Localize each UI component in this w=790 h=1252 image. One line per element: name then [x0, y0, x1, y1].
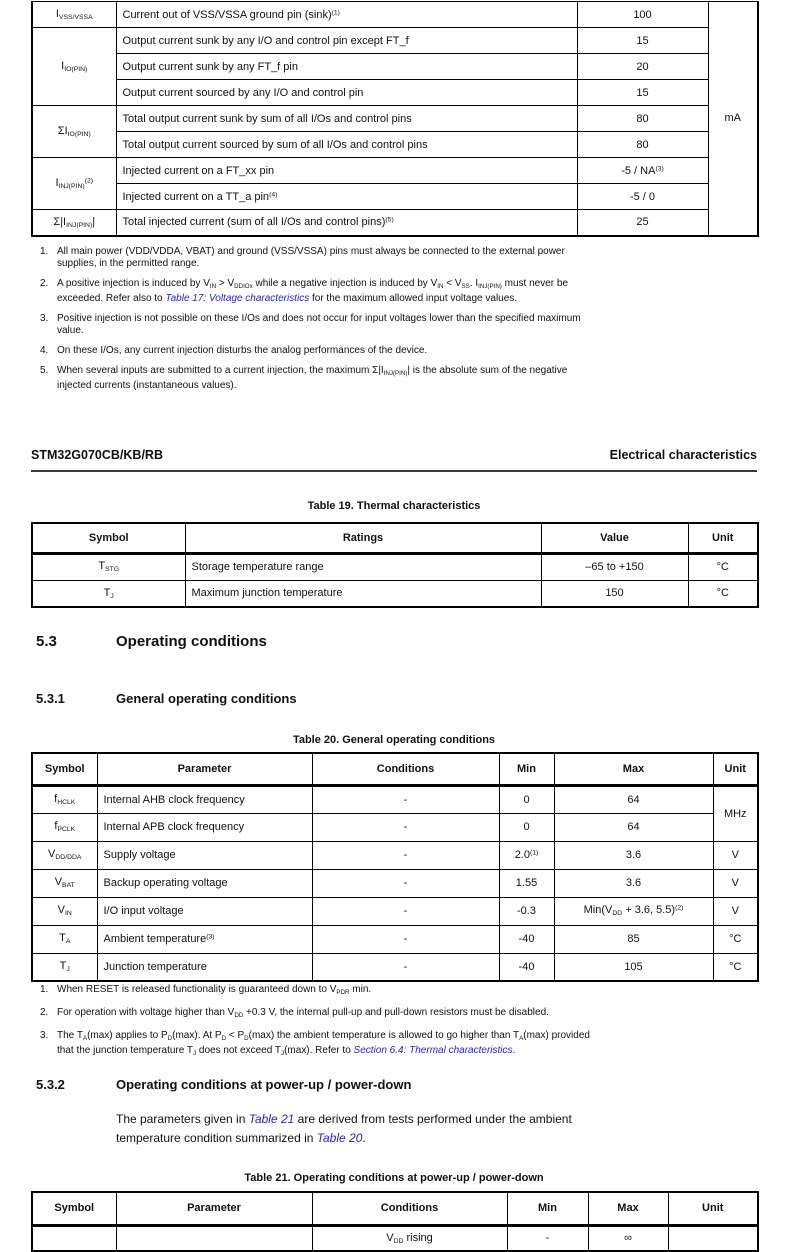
table-cell: $Min(V_{DD} + 3.6$, 5.5)$^{(2)}$	[554, 897, 713, 925]
general-operating-conditions-table	[31, 752, 759, 982]
table-cell: $f_{HCLK}$	[32, 785, 97, 813]
table-cell: $V_{DD}$ rising	[312, 1225, 507, 1251]
table-row	[32, 210, 758, 236]
table-cell: –65 to +150	[541, 553, 688, 580]
table-cell: 25	[577, 210, 708, 236]
section-title: Operating conditions	[116, 633, 267, 650]
subscript: D	[244, 1034, 249, 1042]
table-row	[32, 869, 758, 897]
footnote	[40, 984, 757, 999]
footnote-number: 1.	[40, 984, 49, 995]
table-cell: $I_{IO(PIN)}$	[32, 28, 116, 106]
table-header-row	[32, 753, 758, 785]
current-characteristics-table	[31, 1, 759, 237]
footnote	[40, 278, 757, 305]
footnote-text: Positive injection is not possible on these I/Os and does not occur for input voltages lower than the specified maximum value.	[57, 312, 581, 336]
table-cell: $f_{PCLK}$	[32, 813, 97, 841]
table-cell: Injected current on a TT_a pin$^{(4)}$	[116, 184, 577, 210]
section-number: 5.3.2	[36, 1077, 65, 1092]
table-cell: Maximum junction temperature	[185, 580, 541, 607]
column-header: Symbol	[32, 1192, 116, 1225]
subscript: J	[280, 1049, 285, 1057]
cross-reference-link[interactable]: Table 20	[316, 1131, 363, 1145]
footnote-number: 1.	[40, 246, 49, 257]
table-cell: -40	[499, 953, 554, 981]
table-header-row	[32, 1192, 758, 1225]
table-21-title: Table 21. Operating conditions at power-up / power-down	[244, 1172, 544, 1184]
table-cell: Backup operating voltage	[97, 869, 312, 897]
table-cell: -	[312, 841, 499, 869]
table-cell: -	[312, 813, 499, 841]
footnote-text: When several inputs are submitted to a current injection, the maximum $\Sigma|I_{INJ(PIN)}|$ is the absolute sum of the negative injected currents (instantaneous values).	[57, 364, 568, 391]
table-row	[32, 106, 758, 132]
section-number: 5.3	[36, 633, 57, 650]
table-cell: °C	[688, 553, 758, 580]
table-cell: 85	[554, 925, 713, 953]
section-heading-5-3	[31, 633, 757, 650]
table-row	[32, 953, 758, 981]
current-characteristics-table-wrap	[31, 1, 757, 237]
table-cell: $V_{DD/DDA}$	[32, 841, 97, 869]
subscript: PCLK	[57, 826, 76, 834]
table-cell	[668, 1225, 758, 1251]
footnote-number: 2.	[40, 1006, 49, 1018]
subscript: DD	[393, 1237, 404, 1245]
table-cell: Storage temperature range	[185, 553, 541, 580]
footnote-number: 4.	[40, 344, 49, 356]
subscript: HCLK	[57, 799, 76, 807]
subscript: DD/DDA	[55, 854, 82, 862]
cross-reference-link[interactable]: Section 6.4: Thermal characteristics	[353, 1044, 513, 1056]
table-cell: 0	[499, 785, 554, 813]
table-header-row	[32, 523, 758, 553]
footnote-number: 5.	[40, 364, 49, 376]
column-header: Unit	[713, 753, 758, 785]
subscript: INJ(PIN)	[58, 183, 85, 191]
table-cell: Output current sunk by any I/O and control pin except FT_f	[116, 28, 577, 54]
footnote-text: For operation with voltage higher than $V_{DD} +0.3$ V, the internal pull-up and pull-down resistors must be disabled.	[57, 1006, 549, 1019]
table-row	[32, 813, 758, 841]
table-cell: $I_{VSS/VSSA}$	[32, 2, 116, 28]
table-cell: $V_{BAT}$	[32, 869, 97, 897]
table-row	[32, 158, 758, 184]
table-row	[32, 2, 758, 28]
subscript: A	[519, 1034, 524, 1042]
table-cell	[116, 1225, 312, 1251]
subscript: IO(PIN)	[67, 131, 91, 139]
footnote	[40, 365, 757, 392]
table-19-title: Table 19. Thermal characteristics	[307, 500, 481, 512]
footnote-number: 2.	[40, 278, 49, 289]
table-20-title: Table 20. General operating conditions	[292, 734, 496, 746]
subscript: DD	[234, 1011, 244, 1019]
table-cell: 20	[577, 54, 708, 80]
table-cell: Supply voltage	[97, 841, 312, 869]
general-operating-table-wrap	[31, 752, 757, 982]
column-header: Parameter	[116, 1192, 312, 1225]
table-row	[32, 184, 758, 210]
footnote	[40, 246, 757, 270]
column-header: Max	[588, 1192, 668, 1225]
table-cell: -	[312, 869, 499, 897]
footnote-text: A positive injection is induced by $V_{IN} > V_{DDIOx}$ while a negative injection is induced by $V_{IN} < V_{SS}$. $I_{INJ(PIN)}$ must never be exceeded. Refer also to Table 17: Voltage characteristics for the maximum allowed input voltage values.	[57, 278, 569, 304]
column-header: Unit	[688, 523, 758, 553]
table-cell: $T_{STG}$	[32, 553, 185, 580]
table-cell: 15	[577, 80, 708, 106]
table-cell: mA	[708, 2, 758, 236]
footnote-text: All main power (VDD/VDDA, VBAT) and ground (VSS/VSSA) pins must always be connected to the external power supplies, in the permitted range.	[57, 246, 565, 269]
column-header: Unit	[668, 1192, 758, 1225]
column-header: Max	[554, 753, 713, 785]
table-row	[32, 841, 758, 869]
superscript: (2)	[675, 904, 684, 912]
table-cell: 150	[541, 580, 688, 607]
table-cell: -0.3	[499, 897, 554, 925]
table-cell: 0	[499, 813, 554, 841]
table-row	[32, 1225, 758, 1251]
table-cell: I/O input voltage	[97, 897, 312, 925]
subscript: INJ(PIN)	[383, 369, 408, 377]
superscript: (1)	[529, 849, 539, 857]
footnote-text: The $T_A(\max)$ applies to $P_D(\max)$. At $P_D < P_D(\max)$ the ambient temperature is allowed to go higher than $T_A(\max)$ provided that the junction temperature $T_J$ does not exceed $T_J(\max)$. Refer to Section 6.4: Thermal characteristics.	[57, 1029, 590, 1057]
subscript: J	[110, 592, 114, 600]
column-header: Ratings	[185, 523, 541, 553]
table-cell: V	[713, 897, 758, 925]
table-cell: V	[713, 841, 758, 869]
table-cell: ∞	[588, 1225, 668, 1251]
table-cell: 64	[554, 813, 713, 841]
table-cell: Total output current sunk by sum of all I/Os and control pins	[116, 106, 577, 132]
superscript: (2)	[84, 177, 93, 185]
table-cell: °C	[713, 953, 758, 981]
document-title: STM32G070CB/KB/RB	[31, 448, 163, 462]
table-cell: 3.6	[554, 841, 713, 869]
subscript: STG	[105, 566, 120, 574]
superscript: (3)	[206, 933, 215, 941]
thermal-characteristics-table	[31, 522, 759, 608]
table-cell: °C	[688, 580, 758, 607]
table-row	[32, 132, 758, 158]
column-header: Value	[541, 523, 688, 553]
subscript: J	[66, 966, 70, 974]
general-table-footnotes	[31, 984, 757, 1067]
table-cell: 2.0$^{(1)}$	[499, 841, 554, 869]
section-title: General operating conditions	[116, 691, 297, 706]
table-cell: Output current sunk by any FT_f pin	[116, 54, 577, 80]
table-row	[32, 897, 758, 925]
subscript: BAT	[62, 882, 75, 890]
subscript: DD	[612, 910, 623, 918]
powerup-table-wrap	[31, 1191, 757, 1252]
table-cell: 3.6	[554, 869, 713, 897]
body-paragraph: The parameters given in Table 21 are derived from tests performed under the ambient temperature condition summarized in Table 20.	[116, 1112, 572, 1145]
table-cell: 80	[577, 132, 708, 158]
subscript: IN	[65, 910, 72, 918]
table-cell: Injected current on a FT_xx pin	[116, 158, 577, 184]
subscript: PDR	[336, 988, 350, 996]
subscript: IN	[209, 282, 217, 290]
table-cell: 64	[554, 785, 713, 813]
table-cell: -	[507, 1225, 588, 1251]
section-heading-5-3-1	[31, 691, 757, 706]
table-cell: 105	[554, 953, 713, 981]
table-cell: -40	[499, 925, 554, 953]
column-header: Symbol	[32, 753, 97, 785]
superscript: (5)	[385, 216, 394, 224]
footnote-number: 3.	[40, 1029, 49, 1041]
column-header: Symbol	[32, 523, 185, 553]
table-cell: Internal AHB clock frequency	[97, 785, 312, 813]
subscript: DDIOx	[234, 282, 253, 290]
footnote	[40, 1030, 757, 1060]
table-row	[32, 80, 758, 106]
table-row	[32, 54, 758, 80]
table-cell: Total output current sourced by sum of all I/Os and control pins	[116, 132, 577, 158]
superscript: (4)	[269, 190, 278, 198]
subscript: D	[167, 1034, 173, 1042]
table-cell: Output current sourced by any I/O and control pin	[116, 80, 577, 106]
table-cell: Current out of VSS/VSSA ground pin $(\sin k)^{(1)}$	[116, 2, 577, 28]
table-cell: V	[713, 869, 758, 897]
footnote-text: When RESET is released functionality is guaranteed down to $V_{PDR}$ min.	[57, 984, 372, 996]
table-row	[32, 580, 758, 607]
table-row	[32, 925, 758, 953]
table-cell: Ambient temperature$^{(3)}$	[97, 925, 312, 953]
section-number: 5.3.1	[36, 691, 65, 706]
table-cell: -	[312, 925, 499, 953]
table-cell: °C	[713, 925, 758, 953]
subscript: A	[65, 938, 71, 946]
table-cell	[32, 1225, 116, 1251]
table-cell: 1.55	[499, 869, 554, 897]
subscript: A	[82, 1034, 88, 1042]
table-row	[32, 785, 758, 813]
powerup-powerdown-conditions-table	[31, 1191, 759, 1252]
table-cell: -	[312, 953, 499, 981]
table-cell: -5 / NA$^{(3)}$	[577, 158, 708, 184]
table-cell: $T_A$	[32, 925, 97, 953]
table-cell: 80	[577, 106, 708, 132]
table-row	[32, 553, 758, 580]
superscript: (3)	[655, 164, 664, 172]
column-header: Min	[499, 753, 554, 785]
table-cell: Internal APB clock frequency	[97, 813, 312, 841]
table-cell: $T_J$	[32, 580, 185, 607]
table-cell: 15	[577, 28, 708, 54]
superscript: (1)	[331, 8, 340, 16]
table-cell: $T_J$	[32, 953, 97, 981]
subscript: D	[221, 1034, 227, 1042]
subscript: VSS/VSSA	[58, 14, 93, 22]
table-cell: Junction temperature	[97, 953, 312, 981]
subscript: IO(PIN)	[64, 66, 88, 74]
thermal-table-wrap	[31, 522, 757, 608]
footnote	[40, 1007, 757, 1022]
subscript: INJ(PIN)	[478, 282, 502, 290]
table-cell: MHz	[713, 785, 758, 841]
section-title: Operating conditions at power-up / power-down	[116, 1077, 412, 1092]
subscript: SS	[461, 282, 470, 290]
table-row	[32, 28, 758, 54]
section-heading-5-3-2	[31, 1077, 757, 1092]
subscript: INJ(PIN)	[66, 221, 93, 229]
footnote	[40, 313, 757, 337]
footnote-text: On these I/Os, any current injection disturbs the analog performances of the device.	[57, 344, 428, 356]
table-cell: $\Sigma|I_{INJ(PIN)}|$	[32, 210, 116, 236]
subscript: J	[193, 1049, 197, 1057]
table-cell: -	[312, 785, 499, 813]
subscript: IN	[437, 282, 444, 290]
table-cell: $I_{INJ(PIN)}^{(2)}$	[32, 158, 116, 210]
footnote-number: 3.	[40, 312, 49, 324]
chapter-title: Electrical characteristics	[609, 448, 757, 462]
footnote	[40, 345, 757, 357]
table-cell: Total injected current (sum of all I/Os and control pins)$^{(5)}$	[116, 210, 577, 236]
column-header: Conditions	[312, 753, 499, 785]
table-cell: -5 / 0	[577, 184, 708, 210]
table-cell: -	[312, 897, 499, 925]
current-table-footnotes	[31, 246, 757, 400]
cross-reference-link[interactable]: Table 21	[248, 1112, 295, 1126]
table-cell: $V_{IN}$	[32, 897, 97, 925]
column-header: Parameter	[97, 753, 312, 785]
running-header	[31, 448, 757, 472]
table-cell: $\Sigma I_{IO(PIN)}$	[32, 106, 116, 158]
column-header: Conditions	[312, 1192, 507, 1225]
cross-reference-link[interactable]: Table 17: Voltage characteristics	[165, 292, 310, 304]
column-header: Min	[507, 1192, 588, 1225]
table-cell: 100	[577, 2, 708, 28]
